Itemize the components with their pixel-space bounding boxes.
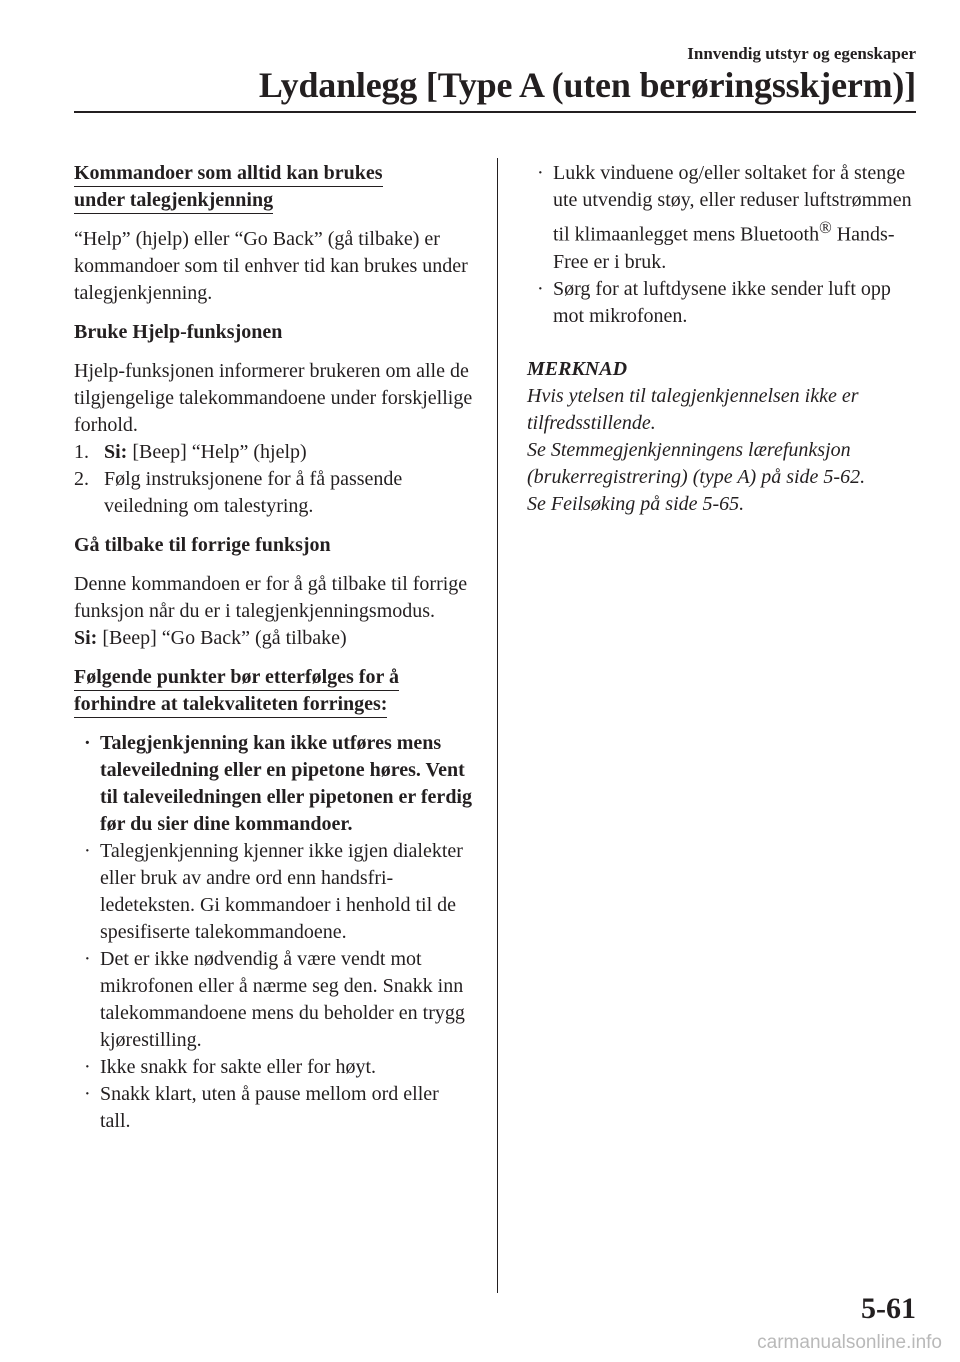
list-item	[74, 1054, 474, 1081]
list-item-text: Snakk klart, uten å pause mellom ord eller tall.	[100, 1083, 439, 1132]
tips-list	[74, 730, 474, 1135]
step-number: 2.	[74, 468, 89, 490]
list-item	[527, 276, 919, 330]
step-item	[74, 439, 474, 466]
heading-go-back: Gå tilbake til forrige funksjon	[74, 534, 331, 556]
list-item	[74, 838, 474, 946]
column-divider	[497, 158, 498, 1293]
bullet-icon: ·	[537, 277, 544, 300]
say-label: Si:	[104, 441, 128, 463]
list-item-text	[553, 160, 919, 276]
heading-line: Kommandoer som alltid kan brukes	[74, 162, 383, 187]
list-item-text: Talegjenkjenning kjenner ikke igjen dialekter eller bruk av andre ord enn handsfri-ledeteksten. Gi kommandoer i henhold til de spesifiserte talekommandoene.	[100, 840, 463, 943]
bullet-icon: ·	[84, 840, 91, 862]
note-heading: MERKNAD	[527, 357, 628, 380]
bullet-icon: ·	[84, 1056, 91, 1078]
bullet-icon: ·	[84, 948, 91, 970]
heading-line: under talegjenkjenning	[74, 189, 273, 214]
heading-always-commands	[74, 160, 474, 214]
step-item	[74, 466, 474, 520]
note-box	[527, 356, 919, 518]
left-column	[74, 160, 474, 1135]
heading-quality-tips	[74, 664, 474, 718]
heading-help-function: Bruke Hjelp-funksjonen	[74, 321, 283, 343]
watermark: carmanualsonline.info	[757, 1332, 942, 1353]
say-command	[74, 625, 474, 652]
list-item	[74, 1081, 474, 1135]
bullet-icon: ·	[84, 732, 91, 754]
list-item-text: Ikke snakk for sakte eller for høyt.	[100, 1056, 377, 1078]
paragraph-go-back: Denne kommandoen er for å gå tilbake til forrige funksjon når du er i talegjenkjenningsmodus.	[74, 573, 468, 622]
list-item	[74, 946, 474, 1054]
paragraph-always-commands: “Help” (hjelp) eller “Go Back” (gå tilbake) er kommandoer som til enhver tid kan brukes under talegjenkjenning.	[74, 228, 468, 304]
bullet-icon: ·	[537, 162, 544, 184]
step-text: Følg instruksjonene for å få passende veiledning om talestyring.	[104, 468, 403, 517]
step-number: 1.	[74, 441, 89, 463]
note-line: Se Stemmegjenkjenningens lærefunksjon (brukerregistrering) (type A) på side 5-62.	[527, 438, 866, 488]
heading-line: forhindre at talekvaliteten forringes:	[74, 693, 387, 718]
list-item-text-part: Hands-Free er i bruk.	[553, 223, 895, 273]
note-line: Hvis ytelsen til talegjenkjennelsen ikke er tilfredsstillende.	[527, 384, 859, 434]
heading-line: Følgende punkter bør etterfølges for å	[74, 666, 399, 691]
list-item-text: Det er ikke nødvendig å være vendt mot mikrofonen eller å nærme seg den. Snakk inn talekommandoene mens du beholder en trygg kjørestilling.	[100, 948, 465, 1051]
right-column	[527, 160, 919, 518]
paragraph-help-function: Hjelp-funksjonen informerer brukeren om alle de tilgjengelige talekommandoene under forskjellige forhold.	[74, 360, 473, 436]
registered-mark: ®	[819, 218, 832, 237]
page-number: 5-61	[861, 1292, 916, 1325]
page-title: Lydanlegg [Type A (uten berøringsskjerm)]	[258, 65, 916, 105]
step-text: [Beep] “Help” (hjelp)	[127, 441, 307, 463]
section-label: Innvendig utstyr og egenskaper	[687, 44, 916, 63]
note-line: Se Feilsøking på side 5-65.	[527, 492, 745, 515]
list-item	[74, 730, 474, 838]
say-command-text: [Beep] “Go Back” (gå tilbake)	[97, 627, 347, 649]
list-item-text-part: Lukk vinduene og/eller soltaket for å stenge ute utvendig støy, eller reduser luftstrømmen til klimaanlegget mens Bluetooth	[553, 162, 912, 246]
list-item-text: Talegjenkjenning kan ikke utføres mens taleveiledning eller en pipetone høres. Vent til taleveiledningen eller pipetonen er ferdig før du sier dine kommandoer.	[100, 732, 472, 835]
list-item-text: Sørg for at luftdysene ikke sender luft opp mot mikrofonen.	[553, 277, 891, 327]
say-label: Si:	[74, 627, 98, 649]
bullet-icon: ·	[84, 1083, 91, 1105]
list-item	[527, 160, 919, 276]
header-divider	[74, 111, 916, 113]
